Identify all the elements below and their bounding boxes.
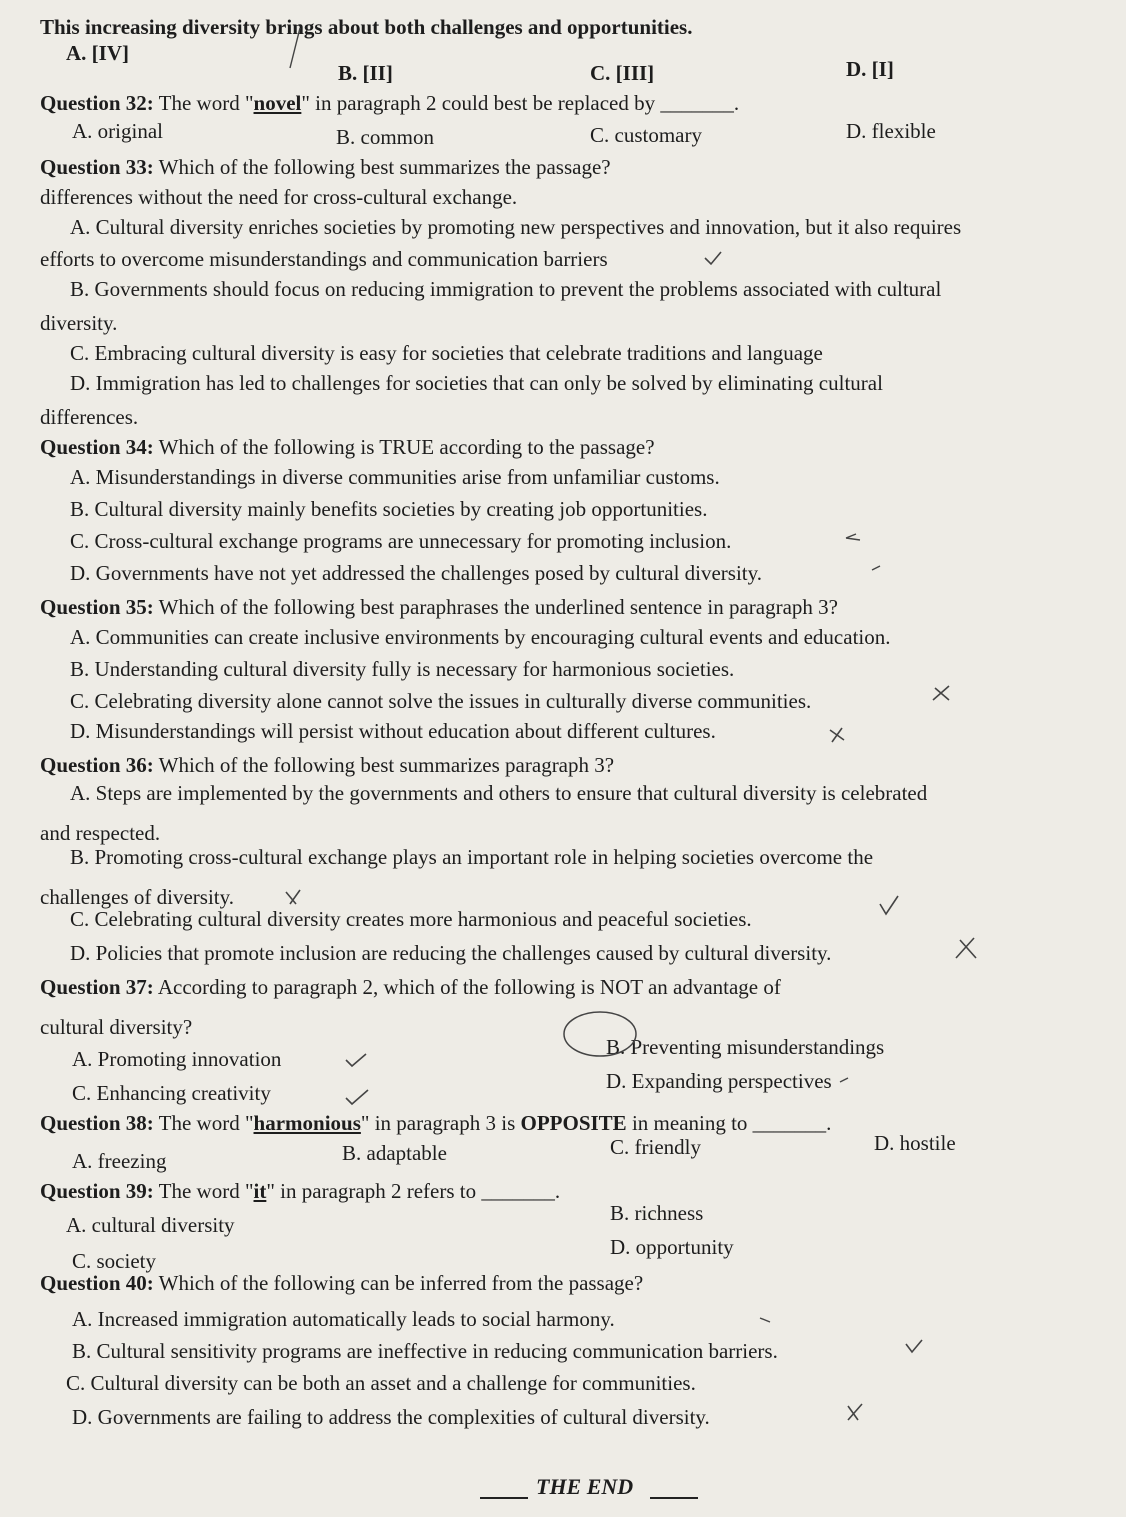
q33-stray-line: differences without the need for cross-cultural exchange. [40, 185, 518, 209]
q38-text-pre: The word " [153, 1111, 254, 1135]
q39-option-a[interactable]: A. cultural diversity [66, 1213, 235, 1237]
q38-option-a[interactable]: A. freezing [72, 1149, 167, 1173]
q32-option-d[interactable]: D. flexible [846, 119, 936, 143]
q36-option-a-cont: and respected. [40, 821, 161, 845]
q39-option-c[interactable]: C. society [72, 1249, 156, 1273]
pencil-slash-intro [290, 28, 300, 68]
q32-label: Question 32: [40, 91, 154, 115]
q40-option-d[interactable]: D. Governments are failing to address the complexities of cultural diversity. [72, 1405, 710, 1429]
q35-option-a[interactable]: A. Communities can create inclusive environments by encouraging cultural events and education. [70, 625, 891, 649]
q38-label: Question 38: [40, 1111, 154, 1135]
q37-option-b[interactable]: B. Preventing misunderstandings [606, 1035, 885, 1059]
q40-label: Question 40: [40, 1271, 154, 1295]
q34-option-a[interactable]: A. Misunderstandings in diverse communities arise from unfamiliar customs. [70, 465, 720, 489]
q39-option-b[interactable]: B. richness [610, 1201, 704, 1225]
q32-option-c[interactable]: C. customary [590, 123, 702, 147]
q37-option-a[interactable]: A. Promoting innovation [72, 1047, 282, 1071]
pencil-cross-36b [286, 890, 300, 904]
q36-option-b-cont: challenges of diversity. [40, 885, 234, 909]
pencil-check-36c [880, 896, 898, 914]
q37-option-c[interactable]: C. Enhancing creativity [72, 1081, 271, 1105]
q40-option-c[interactable]: C. Cultural diversity can be both an asset and a challenge for communities. [66, 1371, 696, 1395]
q38-option-c[interactable]: C. friendly [610, 1135, 701, 1159]
q38-option-d[interactable]: D. hostile [874, 1131, 956, 1155]
the-end: THE END [536, 1474, 634, 1499]
q39-option-d[interactable]: D. opportunity [610, 1235, 734, 1259]
pencil-check-33a [705, 252, 721, 264]
q33-option-a-cont: efforts to overcome misunderstandings and communication barriers [40, 247, 608, 271]
pencil-mark-34d [872, 566, 880, 570]
q33-option-a[interactable]: A. Cultural diversity enriches societies by promoting new perspectives and innovation, but it also requires [70, 215, 962, 239]
q40-text: Which of the following can be inferred from the passage? [153, 1271, 644, 1295]
q40-option-a[interactable]: A. Increased immigration automatically leads to social harmony. [72, 1307, 615, 1331]
q35-text: Which of the following best paraphrases the underlined sentence in paragraph 3? [153, 595, 838, 619]
q39-label: Question 39: [40, 1179, 154, 1203]
intro-option-d[interactable]: D. [I] [846, 57, 894, 81]
q33-option-d[interactable]: D. Immigration has led to challenges for societies that can only be solved by eliminating cultural [70, 371, 883, 395]
pencil-cross-40d [848, 1404, 862, 1420]
q33-text: Which of the following best summarizes the passage? [153, 155, 611, 179]
q38-option-b[interactable]: B. adaptable [342, 1141, 447, 1165]
q36-label: Question 36: [40, 753, 154, 777]
pencil-check-40b [906, 1340, 922, 1352]
q32-text-pre: The word " [153, 91, 254, 115]
intro-option-a[interactable]: A. [IV] [66, 41, 129, 65]
q36-option-d[interactable]: D. Policies that promote inclusion are reducing the challenges caused by cultural diversity. [70, 941, 832, 965]
intro-sentence: This increasing diversity brings about both challenges and opportunities. [40, 15, 693, 39]
q33-option-d-cont: differences. [40, 405, 139, 429]
q36-text: Which of the following best summarizes paragraph 3? [153, 753, 615, 777]
q35-option-c[interactable]: C. Celebrating diversity alone cannot solve the issues in culturally diverse communities. [70, 689, 812, 713]
q39-text-pre: The word " [153, 1179, 254, 1203]
pencil-check-37c [346, 1090, 368, 1104]
q37-text: According to paragraph 2, which of the following is NOT an advantage of [153, 975, 781, 999]
q35-option-d[interactable]: D. Misunderstandings will persist without education about different cultures. [70, 719, 716, 743]
q32-option-b[interactable]: B. common [336, 125, 434, 149]
pencil-cross-36d [956, 938, 976, 958]
q36-option-a[interactable]: A. Steps are implemented by the governments and others to ensure that cultural diversity is celebrated [70, 781, 928, 805]
q32-text-post: " in paragraph 2 could best be replaced by _______. [301, 91, 740, 115]
pencil-mark-37d [840, 1078, 848, 1082]
intro-option-c[interactable]: C. [III] [590, 61, 655, 85]
q36-option-c[interactable]: C. Celebrating cultural diversity creates more harmonious and peaceful societies. [70, 907, 752, 931]
pencil-check-37a [346, 1054, 366, 1066]
pencil-mark-34c [846, 534, 860, 540]
q39-target-word: it [253, 1179, 267, 1203]
q38-text-mid: " in paragraph 3 is [360, 1111, 521, 1135]
q33-option-c[interactable]: C. Embracing cultural diversity is easy for societies that celebrate traditions and language [70, 341, 823, 365]
q37-text-cont: cultural diversity? [40, 1015, 193, 1039]
q34-option-b[interactable]: B. Cultural diversity mainly benefits societies by creating job opportunities. [70, 497, 708, 521]
q34-label: Question 34: [40, 435, 154, 459]
pencil-mark-40a [760, 1318, 770, 1322]
q35-label: Question 35: [40, 595, 154, 619]
q37-label: Question 37: [40, 975, 154, 999]
q34-option-c[interactable]: C. Cross-cultural exchange programs are unnecessary for promoting inclusion. [70, 529, 732, 553]
q32-option-a[interactable]: A. original [72, 119, 163, 143]
q37-option-d[interactable]: D. Expanding perspectives [606, 1069, 832, 1093]
q35-option-b[interactable]: B. Understanding cultural diversity fully is necessary for harmonious societies. [70, 657, 735, 681]
q32-target-word: novel [253, 91, 302, 115]
q36-option-b[interactable]: B. Promoting cross-cultural exchange plays an important role in helping societies overcome the [70, 845, 874, 869]
intro-option-b[interactable]: B. [II] [338, 61, 393, 85]
q33-option-b-cont: diversity. [40, 311, 118, 335]
q38-target-word: harmonious [253, 1111, 361, 1135]
q38-emphasis: OPPOSITE [520, 1111, 627, 1135]
q34-text: Which of the following is TRUE according to the passage? [153, 435, 655, 459]
q34-option-d[interactable]: D. Governments have not yet addressed the challenges posed by cultural diversity. [70, 561, 763, 585]
q33-label: Question 33: [40, 155, 154, 179]
pencil-cross-35c [933, 686, 949, 700]
q38-text-post: in meaning to _______. [626, 1111, 832, 1135]
q40-option-b[interactable]: B. Cultural sensitivity programs are ineffective in reducing communication barriers. [72, 1339, 778, 1363]
q39-text-post: " in paragraph 2 refers to _______. [266, 1179, 561, 1203]
q33-option-b[interactable]: B. Governments should focus on reducing immigration to prevent the problems associated with cultural [70, 277, 942, 301]
pencil-circle-q37 [564, 1012, 636, 1056]
pencil-cross-35d [830, 728, 844, 742]
